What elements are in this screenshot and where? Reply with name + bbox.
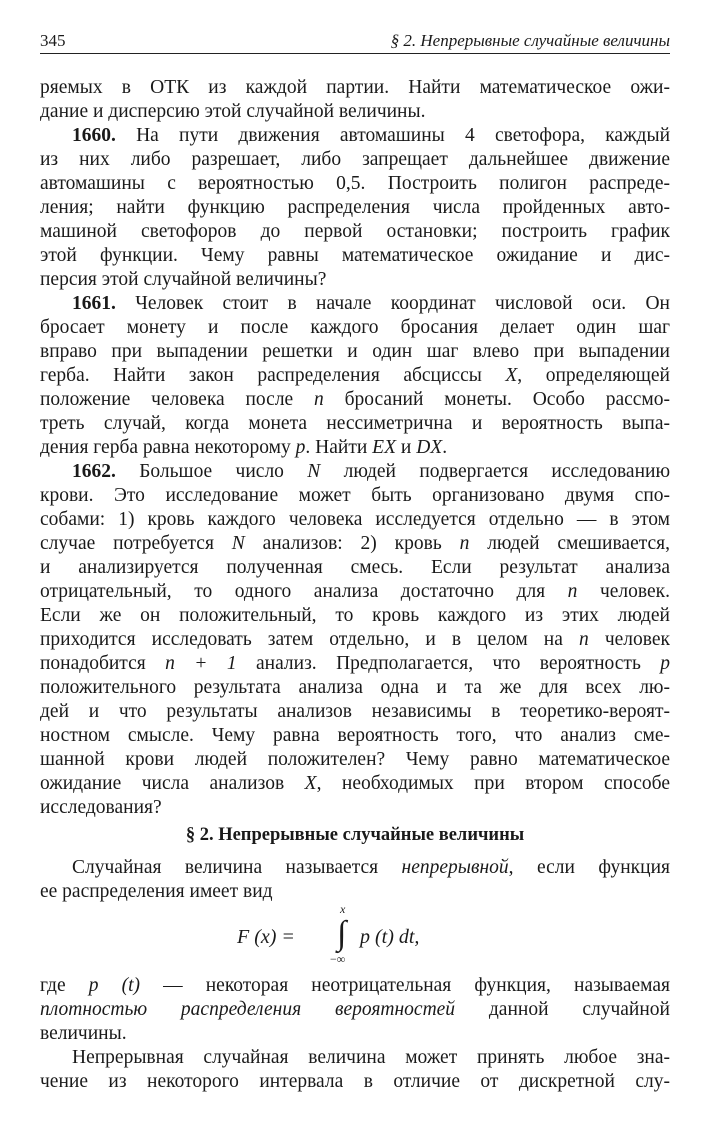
text-line: ления; найти функцию распределения числа пройденных авто- [40,197,670,218]
integral-lower-limit: −∞ [330,952,346,966]
text-line: персия этой случайной величины? [40,269,327,290]
text-line: автомашины с вероятностью 0,5. Построить полигон распреде- [40,173,670,194]
text-span: человек [588,629,671,650]
math-var: p (t) [88,975,140,996]
text-line: бросает монету и после каждого бросания делает один шаг [40,317,670,338]
text-line: дей и что результаты анализов независимы в теоретико-вероят- [40,701,670,722]
math-var: p [660,653,670,674]
text-span: понадобится [40,653,166,674]
problem-1660-first-line [72,124,670,148]
math-var: EX [372,437,396,458]
problem-number: 1661. [72,293,116,314]
text-line [40,388,670,412]
text-line: ее распределения имеет вид [40,881,273,902]
formula-cdf [40,902,670,972]
text-line: вправо при выпадении решетки и один шаг влево при выпадении [40,341,670,362]
text-span: На пути движения автомашины 4 светофора, каждый [136,125,671,146]
text-line: Если же он положительный, то кровь каждого из этих людей [40,605,670,626]
text-line: этой функции. Чему равны математическое ожидание и дис- [40,245,670,266]
text-span: дения герба равна некоторому [40,437,296,458]
math-var: p [295,437,306,458]
text-line: дание и дисперсию этой случайной величины. [40,101,426,122]
text-line: треть случай, когда монета нессиметрична и вероятность выпа- [40,413,670,434]
integral-upper-limit: x [340,902,346,916]
text-span: где [40,975,89,996]
text-span: Большое число [139,461,308,482]
text-line: чение из некоторого интервала в отличие от дискретной слу- [40,1071,670,1092]
text-line [40,628,670,652]
text-span: Человек стоит в начале координат числовой оси. Он [135,293,670,314]
text-span: ожидание числа анализов [40,773,305,794]
text-span: приходится исследовать затем отдельно, и в целом на [40,629,579,650]
formula-lhs: F (x) = [237,926,295,948]
page-number: 345 [40,31,66,50]
text-span: Случайная величина называется [72,857,402,878]
text-span: . [442,437,448,458]
text-line [72,856,670,880]
text-line: исследования? [40,797,162,818]
text-span: людей подвергается исследованию [320,461,671,482]
math-var: n [579,629,589,650]
text-span: герба. Найти закон распределения абсциссы [40,365,506,386]
text-line: ностном смысле. Чему равна вероятность того, что анализ сме- [40,725,670,746]
emphasis-term: плотностью распределения вероятностей [40,999,456,1020]
text-span: — некоторая неотрицательная функция, называемая [140,975,670,996]
text-line: и анализируется полученная смесь. Если результат анализа [40,557,670,578]
math-var: N [231,533,245,554]
text-line [40,436,670,460]
math-var: n + 1 [165,653,237,674]
math-var: N [307,461,321,482]
text-span: данной случайной [455,999,670,1020]
formula-rhs: p (t) dt, [360,926,420,948]
text-span: . Найти [305,437,373,458]
text-line: крови. Это исследование может быть организовано двумя спо- [40,485,670,506]
text-span: бросаний монеты. Особо рассмо- [323,389,670,410]
text-span: отрицательный, то одного анализа достаточно для [40,581,568,602]
math-var: n [567,581,578,602]
text-span: , определяющей [517,365,670,386]
text-line: шанной крови людей положителен? Чему равно математическое [40,749,670,770]
math-var: X [505,365,518,386]
text-line: Непрерывная случайная величина может принять любое зна- [72,1047,670,1068]
book-page [40,0,670,1127]
text-line [40,974,670,998]
math-var: X [304,773,317,794]
math-var: n [314,389,324,410]
problem-1661-first-line [72,292,670,316]
math-var: DX [416,437,443,458]
emphasis-term: непрерывной [401,857,509,878]
text-line: собами: 1) кровь каждого человека исследуется отдельно — в этом [40,509,670,530]
section-title: § 2. Непрерывные случайные величины [185,825,525,845]
problem-number: 1660. [72,125,116,146]
text-span: и [396,437,417,458]
text-line [40,364,670,388]
text-line [40,998,670,1022]
text-span: , если функция [508,857,670,878]
text-span: людей смешивается, [469,533,670,554]
running-title: § 2. Непрерывные случайные величины [390,31,670,50]
text-span: человек. [577,581,670,602]
text-line [40,652,670,676]
running-header [40,30,670,54]
text-line: машиной светофоров до первой остановки; построить график [40,221,670,242]
problem-1662-first-line [72,460,670,484]
text-span: анализ. Предполагается, что вероятность [236,653,661,674]
text-line [40,532,670,556]
integral-sign: ∫ [337,915,347,952]
text-line [40,772,670,796]
problem-number: 1662. [72,461,116,482]
math-var: n [459,533,470,554]
text-span: анализов: 2) кровь [244,533,460,554]
text-line: величины. [40,1023,127,1044]
text-line [40,580,670,604]
text-line: ряемых в ОТК из каждой партии. Найти математическое ожи- [40,77,670,98]
text-line: из них либо разрешает, либо запрещает дальнейшее движение [40,149,670,170]
text-span: случае потребуется [40,533,232,554]
text-line: положительного результата анализа одна и та же для всех лю- [40,677,670,698]
text-span: , необходимых при втором способе [316,773,670,794]
text-span: положение человека после [40,389,315,410]
